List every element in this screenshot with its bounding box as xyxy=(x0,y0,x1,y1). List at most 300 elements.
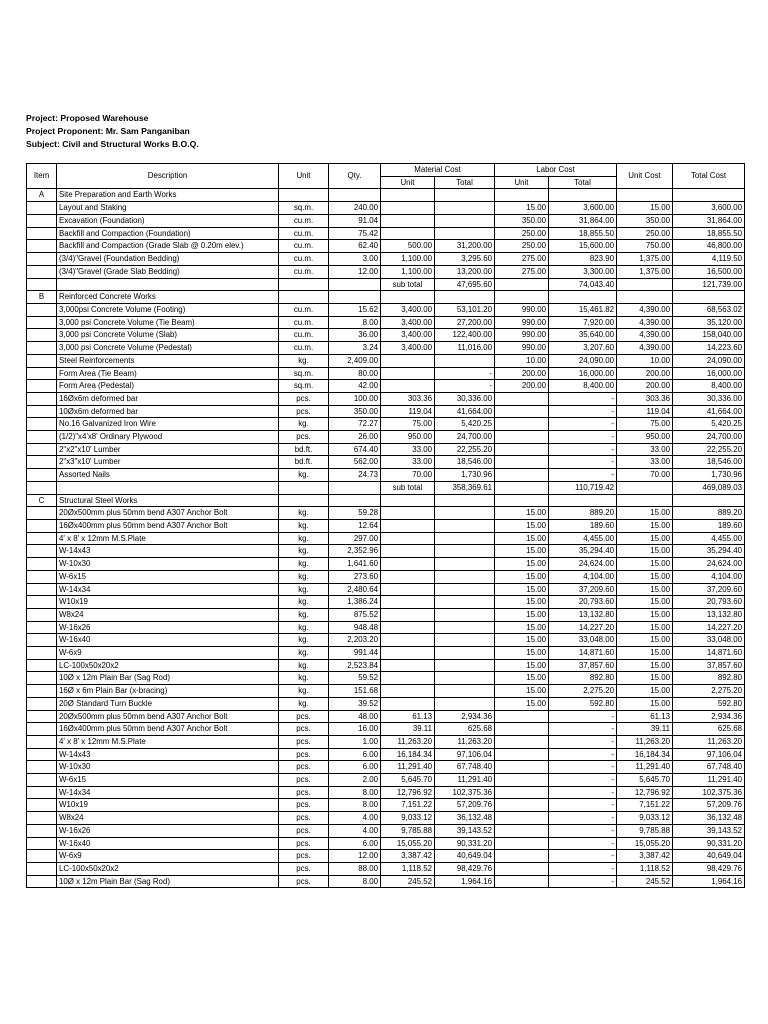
material-total-cell xyxy=(435,545,495,558)
total-cost-cell: 18,546.00 xyxy=(673,456,745,469)
total-cost-cell: 37,209.60 xyxy=(673,583,745,596)
table-row xyxy=(27,786,745,799)
labor-unit-cell xyxy=(495,786,549,799)
empty-cell xyxy=(495,481,549,494)
subtotal-material: 47,695.60 xyxy=(435,278,495,291)
table-row xyxy=(27,431,745,444)
unit-cell: sq.m. xyxy=(279,367,329,380)
description-cell: 10Ø x 12m Plain Bar (Sag Rod) xyxy=(57,875,279,888)
qty-cell: 1.00 xyxy=(329,735,381,748)
material-unit-cell: 12,796.92 xyxy=(381,786,435,799)
material-unit-cell: 33.00 xyxy=(381,456,435,469)
col-unit-header: Unit xyxy=(279,164,329,189)
material-total-cell: 13,200.00 xyxy=(435,265,495,278)
material-unit-cell: 11,263.20 xyxy=(381,735,435,748)
total-cost-cell: 24,090.00 xyxy=(673,354,745,367)
subtotal-label: sub total xyxy=(381,481,435,494)
labor-unit-cell: 990.00 xyxy=(495,304,549,317)
labor-unit-cell xyxy=(495,431,549,444)
unit-cell: kg. xyxy=(279,545,329,558)
labor-unit-cell xyxy=(495,710,549,723)
description-cell: Backfill and Compaction (Foundation) xyxy=(57,227,279,240)
item-cell xyxy=(27,824,57,837)
material-unit-header: Unit xyxy=(381,176,435,189)
description-cell: Layout and Staking xyxy=(57,202,279,215)
material-total-cell xyxy=(435,202,495,215)
description-cell: W-6x9 xyxy=(57,850,279,863)
empty-cell xyxy=(329,189,381,202)
labor-total-cell: 13,132.80 xyxy=(549,608,617,621)
qty-cell: 36.00 xyxy=(329,329,381,342)
unit-cell: pcs. xyxy=(279,761,329,774)
labor-unit-cell: 200.00 xyxy=(495,367,549,380)
table-row xyxy=(27,570,745,583)
labor-unit-cell: 350.00 xyxy=(495,214,549,227)
material-total-cell xyxy=(435,697,495,710)
description-cell: W-14x43 xyxy=(57,748,279,761)
unit-cell: pcs. xyxy=(279,431,329,444)
material-unit-cell: 119.04 xyxy=(381,405,435,418)
total-cost-cell: 40,649.04 xyxy=(673,850,745,863)
unit-cost-cell: 4,390.00 xyxy=(617,329,673,342)
table-row xyxy=(27,456,745,469)
labor-unit-cell: 15.00 xyxy=(495,697,549,710)
table-row xyxy=(27,265,745,278)
qty-cell: 24.73 xyxy=(329,469,381,482)
total-cost-cell: 24,624.00 xyxy=(673,558,745,571)
labor-unit-cell: 15.00 xyxy=(495,519,549,532)
empty-cell xyxy=(617,494,673,507)
qty-cell: 62.40 xyxy=(329,240,381,253)
labor-total-cell: 7,920.00 xyxy=(549,316,617,329)
empty-cell xyxy=(381,494,435,507)
unit-cell: kg. xyxy=(279,608,329,621)
table-row xyxy=(27,837,745,850)
empty-cell xyxy=(279,481,329,494)
material-unit-cell xyxy=(381,685,435,698)
unit-cost-cell: 200.00 xyxy=(617,367,673,380)
labor-total-cell: 15,600.00 xyxy=(549,240,617,253)
qty-cell: 297.00 xyxy=(329,532,381,545)
total-cost-cell: 2,275.20 xyxy=(673,685,745,698)
material-total-cell xyxy=(435,672,495,685)
total-cost-cell: 90,331.20 xyxy=(673,837,745,850)
unit-cost-cell: 15.00 xyxy=(617,596,673,609)
col-item-header: Item xyxy=(27,164,57,189)
material-unit-cell: 11,291.40 xyxy=(381,761,435,774)
section-letter: B xyxy=(27,291,57,304)
table-row xyxy=(27,558,745,571)
table-row xyxy=(27,532,745,545)
material-total-cell: 2,934.36 xyxy=(435,710,495,723)
material-unit-cell xyxy=(381,202,435,215)
material-total-cell: 5,420.25 xyxy=(435,418,495,431)
total-cost-cell: 4,104.00 xyxy=(673,570,745,583)
labor-unit-cell xyxy=(495,774,549,787)
unit-cell: pcs. xyxy=(279,405,329,418)
item-cell xyxy=(27,812,57,825)
qty-cell: 12.00 xyxy=(329,850,381,863)
table-row xyxy=(27,227,745,240)
item-cell xyxy=(27,761,57,774)
subtotal-total: 469,089.03 xyxy=(673,481,745,494)
unit-cost-cell: 16,184.34 xyxy=(617,748,673,761)
unit-cost-cell: 15.00 xyxy=(617,621,673,634)
table-row xyxy=(27,367,745,380)
description-cell: (3/4)"Gravel (Grade Slab Bedding) xyxy=(57,265,279,278)
item-cell xyxy=(27,304,57,317)
total-cost-cell: 11,263.20 xyxy=(673,735,745,748)
item-cell xyxy=(27,583,57,596)
labor-unit-cell xyxy=(495,456,549,469)
labor-total-cell: 3,300.00 xyxy=(549,265,617,278)
material-total-cell xyxy=(435,583,495,596)
labor-total-cell: - xyxy=(549,748,617,761)
qty-cell: 48.00 xyxy=(329,710,381,723)
material-total-cell: - xyxy=(435,380,495,393)
unit-cost-cell: 245.52 xyxy=(617,875,673,888)
qty-cell: 6.00 xyxy=(329,748,381,761)
material-total-cell: 36,132.48 xyxy=(435,812,495,825)
labor-total-cell: - xyxy=(549,862,617,875)
labor-total-cell: - xyxy=(549,837,617,850)
table-row xyxy=(27,723,745,736)
unit-cost-cell: 200.00 xyxy=(617,380,673,393)
qty-cell: 59.52 xyxy=(329,672,381,685)
labor-total-cell: 18,855.50 xyxy=(549,227,617,240)
section-title: Structural Steel Works xyxy=(57,494,279,507)
subtotal-material: 358,369.61 xyxy=(435,481,495,494)
unit-cost-cell: 15.00 xyxy=(617,647,673,660)
total-cost-cell: 67,748.40 xyxy=(673,761,745,774)
unit-cell: cu.m. xyxy=(279,329,329,342)
labor-unit-cell: 15.00 xyxy=(495,532,549,545)
description-cell: 2"x2"x10' Lumber xyxy=(57,443,279,456)
unit-cost-cell: 15.00 xyxy=(617,519,673,532)
qty-cell: 91.04 xyxy=(329,214,381,227)
empty-cell xyxy=(27,481,57,494)
description-cell: 16Ø x 6m Plain Bar (x-bracing) xyxy=(57,685,279,698)
item-cell xyxy=(27,697,57,710)
labor-unit-cell: 15.00 xyxy=(495,596,549,609)
empty-cell xyxy=(279,189,329,202)
item-cell xyxy=(27,672,57,685)
project-proponent: Project Proponent: Mr. Sam Panganiban xyxy=(26,126,190,136)
total-cost-cell: 11,291.40 xyxy=(673,774,745,787)
material-total-cell: 11,016.00 xyxy=(435,342,495,355)
table-row xyxy=(27,443,745,456)
material-total-cell: 90,331.20 xyxy=(435,837,495,850)
description-cell: W-16x26 xyxy=(57,621,279,634)
qty-cell: 1,386.24 xyxy=(329,596,381,609)
table-row xyxy=(27,812,745,825)
table-row xyxy=(27,545,745,558)
material-total-cell: 11,291.40 xyxy=(435,774,495,787)
item-cell xyxy=(27,634,57,647)
material-total-cell: - xyxy=(435,367,495,380)
unit-cell: cu.m. xyxy=(279,316,329,329)
material-unit-cell xyxy=(381,647,435,660)
description-cell: 4' x 8' x 12mm M.S.Plate xyxy=(57,532,279,545)
material-total-cell xyxy=(435,507,495,520)
item-cell xyxy=(27,596,57,609)
description-cell: (1/2)"x4'x8' Ordinary Plywood xyxy=(57,431,279,444)
material-unit-cell xyxy=(381,380,435,393)
labor-unit-cell: 15.00 xyxy=(495,507,549,520)
labor-total-cell: - xyxy=(549,469,617,482)
empty-cell xyxy=(329,291,381,304)
total-cost-cell: 68,563.02 xyxy=(673,304,745,317)
description-cell: W-16x40 xyxy=(57,837,279,850)
material-unit-cell: 3,387.42 xyxy=(381,850,435,863)
labor-total-cell: - xyxy=(549,786,617,799)
material-total-cell: 22,255.20 xyxy=(435,443,495,456)
unit-cell: kg. xyxy=(279,697,329,710)
table-row xyxy=(27,685,745,698)
unit-cell: kg. xyxy=(279,418,329,431)
total-cost-cell: 13,132.80 xyxy=(673,608,745,621)
col-material-cost-header: Material Cost xyxy=(381,164,495,177)
total-cost-cell: 14,227.20 xyxy=(673,621,745,634)
material-total-cell: 27,200.00 xyxy=(435,316,495,329)
material-total-cell xyxy=(435,214,495,227)
boq-body xyxy=(27,189,745,888)
item-cell xyxy=(27,570,57,583)
labor-total-cell: 35,294.40 xyxy=(549,545,617,558)
material-total-cell: 3,295.60 xyxy=(435,253,495,266)
material-total-cell xyxy=(435,608,495,621)
material-total-cell xyxy=(435,532,495,545)
description-cell: 3,000 psi Concrete Volume (Slab) xyxy=(57,329,279,342)
total-cost-cell: 625.68 xyxy=(673,723,745,736)
unit-cell: kg. xyxy=(279,659,329,672)
labor-unit-cell: 15.00 xyxy=(495,685,549,698)
material-unit-cell xyxy=(381,545,435,558)
unit-cell: bd.ft. xyxy=(279,443,329,456)
item-cell xyxy=(27,685,57,698)
material-unit-cell xyxy=(381,634,435,647)
table-row xyxy=(27,342,745,355)
description-cell: 2"x3"x10' Lumber xyxy=(57,456,279,469)
qty-cell: 4.00 xyxy=(329,824,381,837)
material-unit-cell: 15,055.20 xyxy=(381,837,435,850)
item-cell xyxy=(27,507,57,520)
empty-cell xyxy=(329,278,381,291)
labor-unit-cell xyxy=(495,469,549,482)
item-cell xyxy=(27,786,57,799)
table-row xyxy=(27,380,745,393)
qty-cell: 4.00 xyxy=(329,812,381,825)
subtotal-total: 121,739.00 xyxy=(673,278,745,291)
description-cell: 20Øx500mm plus 50mm bend A307 Anchor Bolt xyxy=(57,507,279,520)
unit-cell: pcs. xyxy=(279,723,329,736)
labor-total-cell: - xyxy=(549,774,617,787)
item-cell xyxy=(27,214,57,227)
item-cell xyxy=(27,532,57,545)
material-total-cell xyxy=(435,621,495,634)
description-cell: W-10x30 xyxy=(57,558,279,571)
labor-unit-cell xyxy=(495,837,549,850)
labor-total-cell: 4,104.00 xyxy=(549,570,617,583)
empty-cell xyxy=(549,189,617,202)
unit-cell: pcs. xyxy=(279,875,329,888)
unit-cell: kg. xyxy=(279,469,329,482)
unit-cost-cell: 350.00 xyxy=(617,214,673,227)
material-unit-cell: 3,400.00 xyxy=(381,329,435,342)
labor-total-cell: - xyxy=(549,761,617,774)
unit-cost-cell: 1,375.00 xyxy=(617,265,673,278)
total-cost-cell: 4,119.50 xyxy=(673,253,745,266)
description-cell: 20Ø Standard Turn Buckle xyxy=(57,697,279,710)
description-cell: W-16x26 xyxy=(57,824,279,837)
labor-unit-header: Unit xyxy=(495,176,549,189)
qty-cell: 26.00 xyxy=(329,431,381,444)
qty-cell: 151.68 xyxy=(329,685,381,698)
table-row xyxy=(27,240,745,253)
labor-unit-cell: 15.00 xyxy=(495,647,549,660)
item-cell xyxy=(27,545,57,558)
unit-cell: pcs. xyxy=(279,392,329,405)
description-cell: Form Area (Tie Beam) xyxy=(57,367,279,380)
item-cell xyxy=(27,380,57,393)
material-unit-cell: 1,100.00 xyxy=(381,265,435,278)
unit-cost-cell: 15.00 xyxy=(617,545,673,558)
material-unit-cell xyxy=(381,519,435,532)
material-unit-cell: 75.00 xyxy=(381,418,435,431)
qty-cell: 80.00 xyxy=(329,367,381,380)
empty-cell xyxy=(57,481,279,494)
unit-cell: kg. xyxy=(279,685,329,698)
material-unit-cell: 1,118.52 xyxy=(381,862,435,875)
table-row xyxy=(27,202,745,215)
material-unit-cell xyxy=(381,507,435,520)
total-cost-cell: 592.80 xyxy=(673,697,745,710)
item-cell xyxy=(27,367,57,380)
unit-cost-cell: 9,033.12 xyxy=(617,812,673,825)
section-title: Reinforced Concrete Works xyxy=(57,291,279,304)
table-row xyxy=(27,710,745,723)
total-cost-cell: 22,255.20 xyxy=(673,443,745,456)
labor-total-cell: 24,624.00 xyxy=(549,558,617,571)
empty-cell xyxy=(329,494,381,507)
material-unit-cell xyxy=(381,608,435,621)
unit-cell: pcs. xyxy=(279,824,329,837)
table-row xyxy=(27,875,745,888)
table-row xyxy=(27,634,745,647)
material-total-cell xyxy=(435,647,495,660)
labor-unit-cell: 275.00 xyxy=(495,265,549,278)
total-cost-cell: 30,336.00 xyxy=(673,392,745,405)
total-cost-cell: 20,793.60 xyxy=(673,596,745,609)
description-cell: (3/4)"Gravel (Foundation Bedding) xyxy=(57,253,279,266)
section-row xyxy=(27,189,745,202)
labor-total-cell: 15,461.82 xyxy=(549,304,617,317)
item-cell xyxy=(27,202,57,215)
qty-cell: 6.00 xyxy=(329,761,381,774)
labor-total-cell: 16,000.00 xyxy=(549,367,617,380)
labor-unit-cell xyxy=(495,761,549,774)
material-total-cell: 98,429.76 xyxy=(435,862,495,875)
empty-cell xyxy=(617,291,673,304)
empty-cell xyxy=(435,189,495,202)
project-title: Project: Proposed Warehouse xyxy=(26,113,149,123)
unit-cell: cu.m. xyxy=(279,227,329,240)
empty-cell xyxy=(673,291,745,304)
total-cost-cell: 39,143.52 xyxy=(673,824,745,837)
subtotal-labor: 110,719.42 xyxy=(549,481,617,494)
labor-unit-cell: 15.00 xyxy=(495,634,549,647)
material-total-cell: 67,748.40 xyxy=(435,761,495,774)
qty-cell: 12.00 xyxy=(329,265,381,278)
unit-cost-cell: 75.00 xyxy=(617,418,673,431)
labor-unit-cell: 990.00 xyxy=(495,342,549,355)
labor-total-cell: 823.90 xyxy=(549,253,617,266)
unit-cell: pcs. xyxy=(279,786,329,799)
qty-cell: 6.00 xyxy=(329,837,381,850)
qty-cell: 2,523.84 xyxy=(329,659,381,672)
item-cell xyxy=(27,392,57,405)
labor-total-cell: 189.60 xyxy=(549,519,617,532)
material-total-cell: 11,263.20 xyxy=(435,735,495,748)
material-total-cell xyxy=(435,634,495,647)
description-cell: W-6x15 xyxy=(57,570,279,583)
table-row xyxy=(27,596,745,609)
material-total-cell xyxy=(435,570,495,583)
total-cost-cell: 158,040.00 xyxy=(673,329,745,342)
description-cell: 16Øx400mm plus 50mm bend A307 Anchor Bolt xyxy=(57,723,279,736)
unit-cost-cell: 33.00 xyxy=(617,443,673,456)
material-total-cell: 24,700.00 xyxy=(435,431,495,444)
qty-cell: 562.00 xyxy=(329,456,381,469)
unit-cost-cell: 61.13 xyxy=(617,710,673,723)
item-cell xyxy=(27,265,57,278)
section-letter: A xyxy=(27,189,57,202)
material-total-cell: 97,106.04 xyxy=(435,748,495,761)
total-cost-cell: 16,500.00 xyxy=(673,265,745,278)
description-cell: 16Øx6m deformed bar xyxy=(57,392,279,405)
unit-cell: pcs. xyxy=(279,812,329,825)
unit-cost-cell: 250.00 xyxy=(617,227,673,240)
description-cell: W-14x34 xyxy=(57,583,279,596)
labor-unit-cell: 15.00 xyxy=(495,558,549,571)
description-cell: LC-100x50x20x2 xyxy=(57,659,279,672)
material-unit-cell xyxy=(381,570,435,583)
unit-cell: kg. xyxy=(279,583,329,596)
table-row xyxy=(27,647,745,660)
boq-table xyxy=(26,163,745,888)
total-cost-cell: 1,964.16 xyxy=(673,875,745,888)
item-cell xyxy=(27,774,57,787)
unit-cell: kg. xyxy=(279,507,329,520)
item-cell xyxy=(27,240,57,253)
description-cell: 16Øx400mm plus 50mm bend A307 Anchor Bolt xyxy=(57,519,279,532)
total-cost-cell: 33,048.00 xyxy=(673,634,745,647)
qty-cell: 350.00 xyxy=(329,405,381,418)
description-cell: LC-100x50x20x2 xyxy=(57,862,279,875)
qty-cell: 674.40 xyxy=(329,443,381,456)
labor-unit-cell xyxy=(495,392,549,405)
labor-total-cell: - xyxy=(549,723,617,736)
table-row xyxy=(27,316,745,329)
labor-total-cell: 3,600.00 xyxy=(549,202,617,215)
unit-cell: kg. xyxy=(279,647,329,660)
qty-cell: 88.00 xyxy=(329,862,381,875)
section-row xyxy=(27,494,745,507)
material-unit-cell: 303.36 xyxy=(381,392,435,405)
item-cell xyxy=(27,316,57,329)
unit-cell: kg. xyxy=(279,354,329,367)
material-unit-cell: 245.52 xyxy=(381,875,435,888)
